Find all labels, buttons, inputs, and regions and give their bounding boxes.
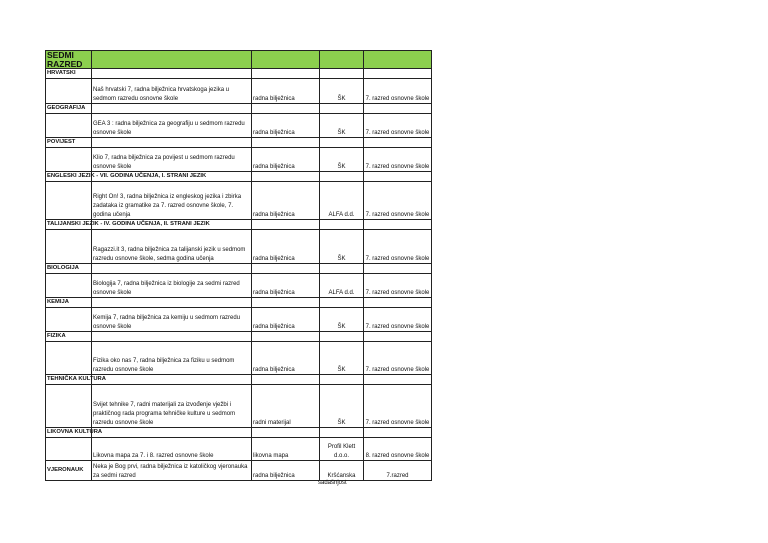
material-type: radna bilježnica (252, 461, 320, 481)
grade-level: 8. razred osnovne škole (364, 438, 432, 461)
publisher: ŠK (320, 79, 364, 104)
title-row (46, 51, 432, 69)
publisher: ŠK (320, 342, 364, 375)
subject-header-row (46, 375, 432, 385)
grade-level: 7. razred osnovne škole (364, 114, 432, 138)
publisher: Kršćanska (320, 461, 364, 481)
book-title: Kemija 7, radna bilježnica za kemiju u sedmom razredu osnovne škole (92, 308, 252, 332)
subject-name: POVIJEST (46, 138, 92, 148)
table-row (46, 148, 432, 172)
publisher: ŠK (320, 385, 364, 428)
subject-header-row (46, 172, 432, 182)
subject-name: GEOGRAFIJA (46, 104, 92, 114)
table-row (46, 461, 432, 481)
subject-header-row (46, 138, 432, 148)
publisher: ŠK (320, 230, 364, 264)
publisher: ALFA d.d. (320, 182, 364, 220)
book-title: Biologija 7, radna bilježnica iz biologije za sedmi razred osnovne škole (92, 274, 252, 298)
publisher: ALFA d.d. (320, 274, 364, 298)
material-type: likovna mapa (252, 438, 320, 461)
subject-name: LIKOVNA KULTURA (46, 428, 92, 438)
subject-header-row (46, 220, 432, 230)
book-title: Naš hrvatski 7, radna bilježnica hrvatskoga jezika u sedmom razredu osnovne škole (92, 79, 252, 104)
subject-name: TEHNIČKA KULTURA (46, 375, 92, 385)
material-type: radna bilježnica (252, 230, 320, 264)
publisher: ŠK (320, 114, 364, 138)
book-title: Likovna mapa za 7. i 8. razred osnovne škole (92, 438, 252, 461)
subject-header-row (46, 69, 432, 79)
publisher: Profil Klett d.o.o. (320, 438, 364, 461)
material-type: radna bilježnica (252, 274, 320, 298)
book-title: Klio 7, radna bilježnica za povijest u sedmom razredu osnovne škole (92, 148, 252, 172)
table-row (46, 274, 432, 298)
material-type: radna bilježnica (252, 148, 320, 172)
sheet-title: SEDMI RAZRED (46, 51, 92, 69)
table-row (46, 342, 432, 375)
grade-level: 7. razred osnovne škole (364, 342, 432, 375)
subject-name: FIZIKA (46, 332, 92, 342)
table-row (46, 308, 432, 332)
book-list-table (45, 50, 432, 481)
grade-level: 7. razred osnovne škole (364, 182, 432, 220)
table-row (46, 79, 432, 104)
subject-name: ENGLESKI JEZIK - VII. GODINA UČENJA, I. STRANI JEZIK (46, 172, 92, 182)
subject-header-row (46, 428, 432, 438)
grade-level: 7. razred osnovne škole (364, 230, 432, 264)
material-type: radna bilježnica (252, 342, 320, 375)
table-row (46, 114, 432, 138)
subject-header-row (46, 264, 432, 274)
table-row (46, 438, 432, 461)
table-row (46, 385, 432, 428)
table-row (46, 182, 432, 220)
material-type: radna bilježnica (252, 182, 320, 220)
grade-level: 7.razred (364, 461, 432, 481)
subject-name: TALIJANSKI JEZIK - IV. GODINA UČENJA, II. STRANI JEZIK (46, 220, 92, 230)
book-title: Ragazzi.it 3, radna bilježnica za talijanski jezik u sedmom razredu osnovne škole, sedma godina učenja (92, 230, 252, 264)
publisher: ŠK (320, 148, 364, 172)
grade-level: 7. razred osnovne škole (364, 385, 432, 428)
subject-name: KEMIJA (46, 298, 92, 308)
table-row (46, 230, 432, 264)
publisher: ŠK (320, 308, 364, 332)
book-title: Neka je Bog prvi, radna bilježnica iz katoličkog vjeronauka za sedmi razred (92, 461, 252, 481)
book-title: Right On! 3, radna bilježnica iz engleskog jezika i zbirka zadataka iz gramatike za 7. razred osnovne škole, 7. godina učenja (92, 182, 252, 220)
book-title: Fizika oko nas 7, radna bilježnica za fiziku u sedmom razredu osnovne škole (92, 342, 252, 375)
grade-level: 7. razred osnovne škole (364, 79, 432, 104)
subject-header-row (46, 332, 432, 342)
grade-level: 7. razred osnovne škole (364, 274, 432, 298)
material-type: radni materijal (252, 385, 320, 428)
subject-header-row (46, 104, 432, 114)
grade-level: 7. razred osnovne škole (364, 308, 432, 332)
book-title: Svijet tehnike 7, radni materijali za izvođenje vježbi i praktičnog rada programa tehničke kulture u sedmom razredu osnovne škole (92, 385, 252, 428)
material-type: radna bilježnica (252, 79, 320, 104)
material-type: radna bilježnica (252, 308, 320, 332)
subject-name: VJERONAUK (46, 461, 92, 481)
footer-note: sadašnjost (318, 480, 347, 486)
subject-name: BIOLOGIJA (46, 264, 92, 274)
material-type: radna bilježnica (252, 114, 320, 138)
subject-header-row (46, 298, 432, 308)
book-title: GEA 3 : radna bilježnica za geografiju u sedmom razredu osnovne škole (92, 114, 252, 138)
grade-level: 7. razred osnovne škole (364, 148, 432, 172)
subject-name: HRVATSKI (46, 69, 92, 79)
